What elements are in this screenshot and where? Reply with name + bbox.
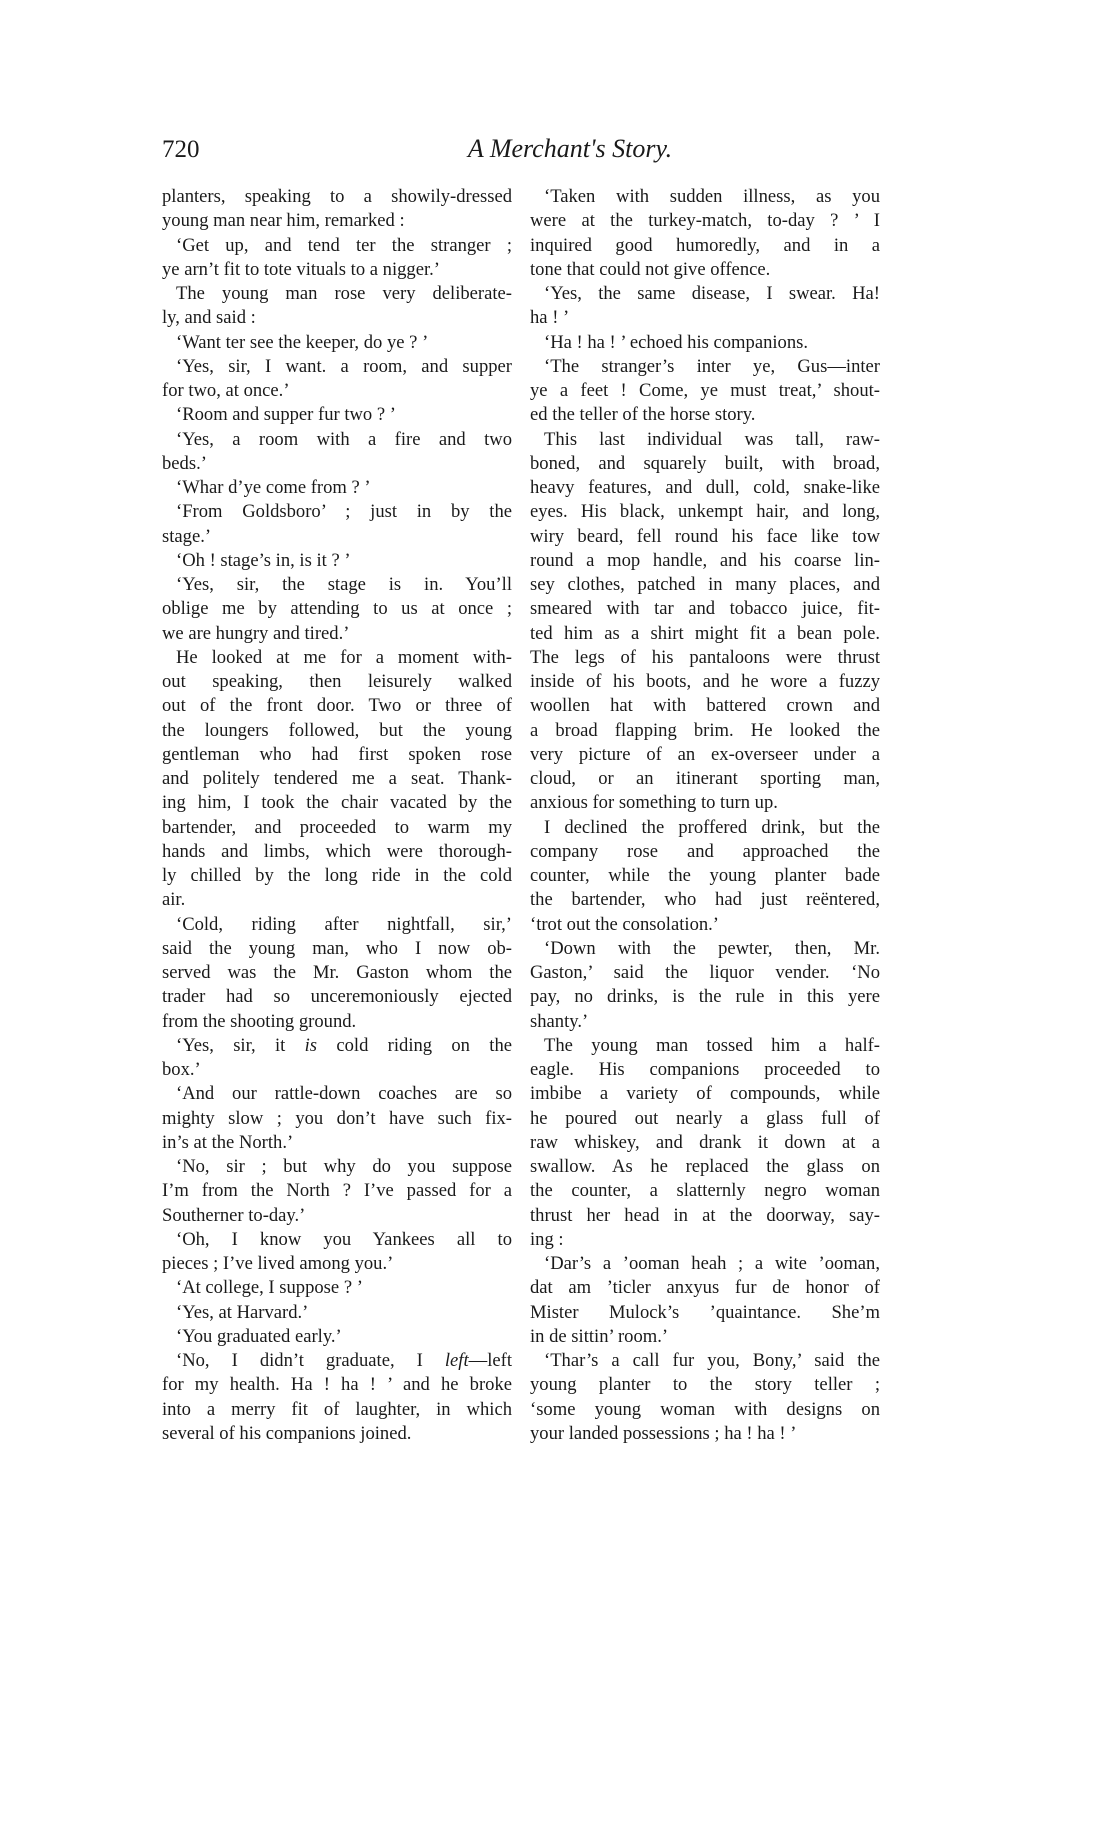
text-line: box.’ bbox=[162, 1059, 201, 1080]
text-line: ‘Yes, the same disease, I swear. Ha! bbox=[544, 283, 880, 304]
text-line: the bartender, who had just reëntered, bbox=[530, 889, 880, 911]
text-line: eagle. His companions proceeded to bbox=[530, 1059, 880, 1080]
text-line: ‘No, I didn’t graduate, I left—left bbox=[176, 1350, 512, 1371]
text-line: ha ! ’ bbox=[530, 307, 570, 329]
text-line: He looked at me for a moment with- bbox=[176, 646, 512, 668]
paragraph bbox=[162, 282, 512, 331]
text-line: ‘Whar d’ye come from ? ’ bbox=[176, 477, 371, 498]
paragraph bbox=[530, 355, 880, 428]
text-line: ‘Yes, sir, it is cold riding on the bbox=[176, 1034, 512, 1056]
page-number: 720 bbox=[162, 136, 200, 163]
text-line: This last individual was tall, raw- bbox=[544, 428, 880, 450]
text-line: ed the teller of the horse story. bbox=[530, 404, 756, 426]
text-line: the loungers followed, but the young bbox=[162, 719, 512, 741]
text-line: trader had so unceremoniously ejected bbox=[162, 986, 512, 1008]
paragraph bbox=[162, 1276, 512, 1300]
paragraph bbox=[530, 816, 880, 937]
text-line: The young man tossed him a half- bbox=[544, 1034, 880, 1056]
text-line: ‘Yes, at Harvard.’ bbox=[176, 1301, 309, 1323]
text-line: ly, and said : bbox=[162, 307, 256, 329]
text-line: into a merry fit of laughter, in which bbox=[162, 1398, 512, 1420]
text-line: ye arn’t fit to tote vituals to a nigger.’ bbox=[162, 258, 440, 280]
paragraph bbox=[162, 234, 512, 283]
text-line: ‘Want ter see the keeper, do ye ? ’ bbox=[176, 331, 429, 353]
text-line: served was the Mr. Gaston whom the bbox=[162, 962, 512, 983]
right-column bbox=[530, 185, 880, 1446]
paragraph bbox=[162, 1301, 512, 1325]
text-line: pieces ; I’ve lived among you.’ bbox=[162, 1253, 394, 1274]
text-line: ye a feet ! Come, ye must treat,’ shout- bbox=[530, 380, 880, 401]
text-line: air. bbox=[162, 889, 186, 911]
text-line: young planter to the story teller ; bbox=[530, 1374, 880, 1396]
paragraph bbox=[162, 428, 512, 477]
text-line: beds.’ bbox=[162, 452, 207, 474]
text-line: ‘Dar’s a ’ooman heah ; a wite ’ooman, bbox=[544, 1253, 880, 1274]
text-line: ‘some young woman with designs on bbox=[530, 1398, 880, 1420]
text-line: counter, while the young planter bade bbox=[530, 865, 880, 886]
paragraph bbox=[530, 1349, 880, 1446]
text-line: The legs of his pantaloons were thrust bbox=[530, 646, 880, 668]
text-line: ing him, I took the chair vacated by the bbox=[162, 792, 512, 814]
text-line: in’s at the North.’ bbox=[162, 1131, 294, 1153]
paragraph bbox=[162, 355, 512, 404]
text-line: company rose and approached the bbox=[530, 840, 880, 862]
text-line: ‘Get up, and tend ter the stranger ; bbox=[176, 234, 512, 256]
text-line: ‘And our rattle-down coaches are so bbox=[176, 1083, 512, 1105]
paragraph bbox=[162, 476, 512, 500]
text-line: wiry beard, fell round his face like tow bbox=[530, 525, 880, 547]
text-line: ‘Taken with sudden illness, as you bbox=[544, 186, 880, 207]
paragraph bbox=[530, 1252, 880, 1349]
text-line: ‘At college, I suppose ? ’ bbox=[176, 1277, 363, 1299]
text-line: shanty.’ bbox=[530, 1010, 589, 1032]
text-line: mighty slow ; you don’t have such fix- bbox=[162, 1107, 512, 1129]
text-line: inquired good humoredly, and in a bbox=[530, 234, 880, 256]
text-line: several of his companions joined. bbox=[162, 1422, 412, 1444]
text-line: eyes. His black, unkempt hair, and long, bbox=[530, 501, 880, 523]
text-line: ‘From Goldsboro’ ; just in by the bbox=[176, 501, 512, 523]
text-line: ly chilled by the long ride in the cold bbox=[162, 865, 512, 886]
text-line: swallow. As he replaced the glass on bbox=[530, 1156, 880, 1177]
text-line: bartender, and proceeded to warm my bbox=[162, 816, 512, 838]
text-line: I declined the proffered drink, but the bbox=[544, 816, 880, 838]
left-column bbox=[162, 185, 512, 1446]
text-line: thrust her head in at the doorway, say- bbox=[530, 1204, 880, 1226]
text-line: Gaston,’ said the liquor vender. ‘No bbox=[530, 962, 880, 983]
text-line: ‘Oh ! stage’s in, is it ? ’ bbox=[176, 549, 351, 571]
text-line: for two, at once.’ bbox=[162, 380, 290, 401]
paragraph bbox=[162, 331, 512, 355]
text-line: and politely tendered me a seat. Thank- bbox=[162, 768, 512, 789]
paragraph bbox=[530, 1034, 880, 1252]
text-line: out of the front door. Two or three of bbox=[162, 695, 512, 717]
text-line: Mister Mulock’s ’quaintance. She’m bbox=[530, 1301, 880, 1323]
paragraph bbox=[162, 1325, 512, 1349]
text-line: sey clothes, patched in many places, and bbox=[530, 574, 880, 595]
paragraph bbox=[162, 1155, 512, 1228]
paragraph bbox=[162, 1034, 512, 1083]
text-line: I’m from the North ? I’ve passed for a bbox=[162, 1180, 512, 1202]
text-line: said the young man, who I now ob- bbox=[162, 937, 512, 959]
text-line: The young man rose very deliberate- bbox=[176, 283, 512, 304]
text-line: anxious for something to turn up. bbox=[530, 792, 778, 814]
running-title: A Merchant's Story. bbox=[467, 134, 673, 163]
text-line: hands and limbs, which were thorough- bbox=[162, 840, 512, 862]
text-line: we are hungry and tired.’ bbox=[162, 622, 350, 644]
text-line: young man near him, remarked : bbox=[162, 210, 405, 232]
text-line: boned, and squarely built, with broad, bbox=[530, 452, 880, 474]
paragraph bbox=[162, 500, 512, 549]
paragraph bbox=[162, 403, 512, 427]
text-line: ‘trot out the consolation.’ bbox=[530, 913, 719, 935]
text-line: ‘Yes, sir, the stage is in. You’ll bbox=[176, 574, 512, 595]
text-line: ‘You graduated early.’ bbox=[176, 1325, 342, 1347]
text-line: were at the turkey-match, to-day ? ’ I bbox=[530, 210, 880, 232]
paragraph bbox=[162, 1082, 512, 1155]
text-line: woollen hat with battered crown and bbox=[530, 695, 880, 717]
text-line: imbibe a variety of compounds, while bbox=[530, 1083, 880, 1105]
paragraph bbox=[162, 646, 512, 913]
text-line: Southerner to-day.’ bbox=[162, 1204, 306, 1226]
text-line: raw whiskey, and drank it down at a bbox=[530, 1131, 880, 1153]
text-line: ‘Ha ! ha ! ’ echoed his companions. bbox=[544, 331, 809, 353]
text-line: your landed possessions ; ha ! ha ! ’ bbox=[530, 1422, 797, 1444]
text-line: ‘Yes, sir, I want. a room, and supper bbox=[176, 355, 512, 377]
text-line: the counter, a slatternly negro woman bbox=[530, 1180, 880, 1202]
text-line: smeared with tar and tobacco juice, fit- bbox=[530, 598, 880, 620]
text-line: ‘Thar’s a call fur you, Bony,’ said the bbox=[544, 1350, 880, 1371]
text-line: inside of his boots, and he wore a fuzzy bbox=[530, 671, 880, 692]
text-line: out speaking, then leisurely walked bbox=[162, 671, 512, 692]
paragraph bbox=[530, 937, 880, 1034]
text-line: cloud, or an itinerant sporting man, bbox=[530, 768, 880, 789]
text-line: ing : bbox=[530, 1228, 564, 1250]
text-line: gentleman who had first spoken rose bbox=[162, 743, 512, 765]
paragraph bbox=[162, 549, 512, 573]
text-line: a broad flapping brim. He looked the bbox=[530, 719, 880, 741]
text-line: ‘Cold, riding after nightfall, sir,’ bbox=[176, 913, 512, 935]
paragraph bbox=[162, 913, 512, 1034]
text-line: pay, no drinks, is the rule in this yere bbox=[530, 986, 880, 1008]
text-line: dat am ’ticler anxyus fur de honor of bbox=[530, 1277, 880, 1299]
text-line: heavy features, and dull, cold, snake-like bbox=[530, 477, 880, 498]
text-line: stage.’ bbox=[162, 525, 212, 547]
text-line: ‘Room and supper fur two ? ’ bbox=[176, 404, 396, 426]
text-line: tone that could not give offence. bbox=[530, 258, 771, 280]
text-line: very picture of an ex-overseer under a bbox=[530, 743, 880, 765]
paragraph bbox=[530, 282, 880, 331]
paragraph bbox=[530, 331, 880, 355]
paragraph bbox=[162, 1349, 512, 1446]
paragraph bbox=[162, 573, 512, 646]
text-line: ‘Oh, I know you Yankees all to bbox=[176, 1228, 512, 1250]
text-line: ‘Down with the pewter, then, Mr. bbox=[544, 937, 880, 959]
text-line: ted him as a shirt might fit a bean pole. bbox=[530, 622, 880, 644]
text-line: round a mop handle, and his coarse lin- bbox=[530, 549, 880, 571]
text-line: planters, speaking to a showily-dressed bbox=[162, 186, 512, 207]
paragraph bbox=[530, 185, 880, 282]
text-line: in de sittin’ room.’ bbox=[530, 1325, 669, 1347]
text-line: ‘The stranger’s inter ye, Gus—inter bbox=[544, 355, 880, 377]
text-line: ‘Yes, a room with a fire and two bbox=[176, 428, 512, 450]
text-line: he poured out nearly a glass full of bbox=[530, 1107, 880, 1129]
paragraph bbox=[530, 428, 880, 816]
paragraph bbox=[162, 1228, 512, 1277]
paragraph bbox=[162, 185, 512, 234]
text-line: ‘No, sir ; but why do you suppose bbox=[176, 1156, 512, 1177]
text-line: oblige me by attending to us at once ; bbox=[162, 598, 512, 620]
text-line: from the shooting ground. bbox=[162, 1010, 357, 1032]
text-line: for my health. Ha ! ha ! ’ and he broke bbox=[162, 1374, 512, 1396]
